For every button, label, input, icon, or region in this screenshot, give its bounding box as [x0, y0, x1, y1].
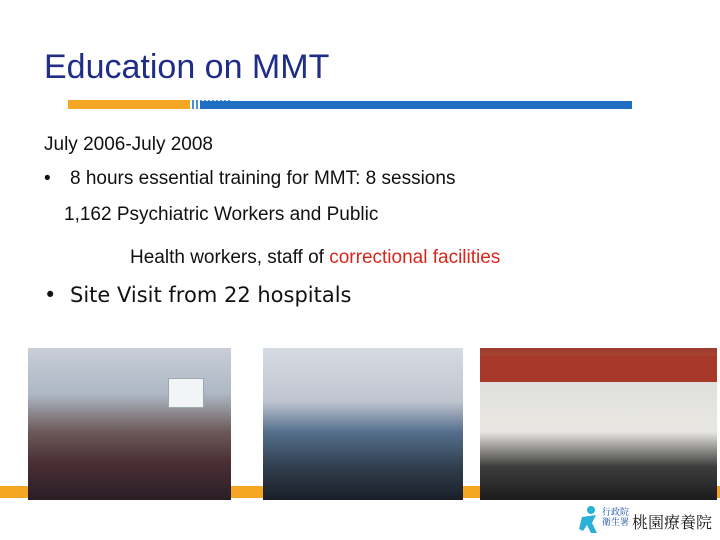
conference-banner [480, 356, 717, 382]
correctional-facilities-text: correctional facilities [329, 247, 501, 268]
slide-title: Education on MMT [44, 48, 330, 86]
hospital-logo-name: 桃園療養院 [632, 513, 713, 532]
bullet-mark: • [44, 168, 51, 189]
bullet-mark: • [44, 283, 57, 307]
attendance-line: 1,162 Psychiatric Workers and Public [64, 204, 379, 225]
site-visit-group-photo [263, 348, 463, 500]
health-workers-line [130, 247, 500, 269]
title-underline-blue [200, 101, 632, 109]
projector-screen [168, 378, 204, 408]
bullet-training-text: 8 hours essential training for MMT: 8 sessions [70, 168, 456, 189]
bullet-site-visit [44, 283, 352, 307]
title-underline-orange [68, 100, 196, 109]
conference-panel-photo [480, 348, 717, 500]
health-workers-text: Health workers, staff of [130, 247, 330, 268]
logo-small-text: 行政院 衛生署 [602, 508, 630, 528]
lecture-hall-photo [28, 348, 231, 500]
bullet-training [44, 168, 455, 190]
person-logo-icon [578, 505, 600, 535]
date-range: July 2006-July 2008 [44, 134, 213, 155]
bullet-site-visit-text: Site Visit from 22 hospitals [70, 283, 352, 307]
